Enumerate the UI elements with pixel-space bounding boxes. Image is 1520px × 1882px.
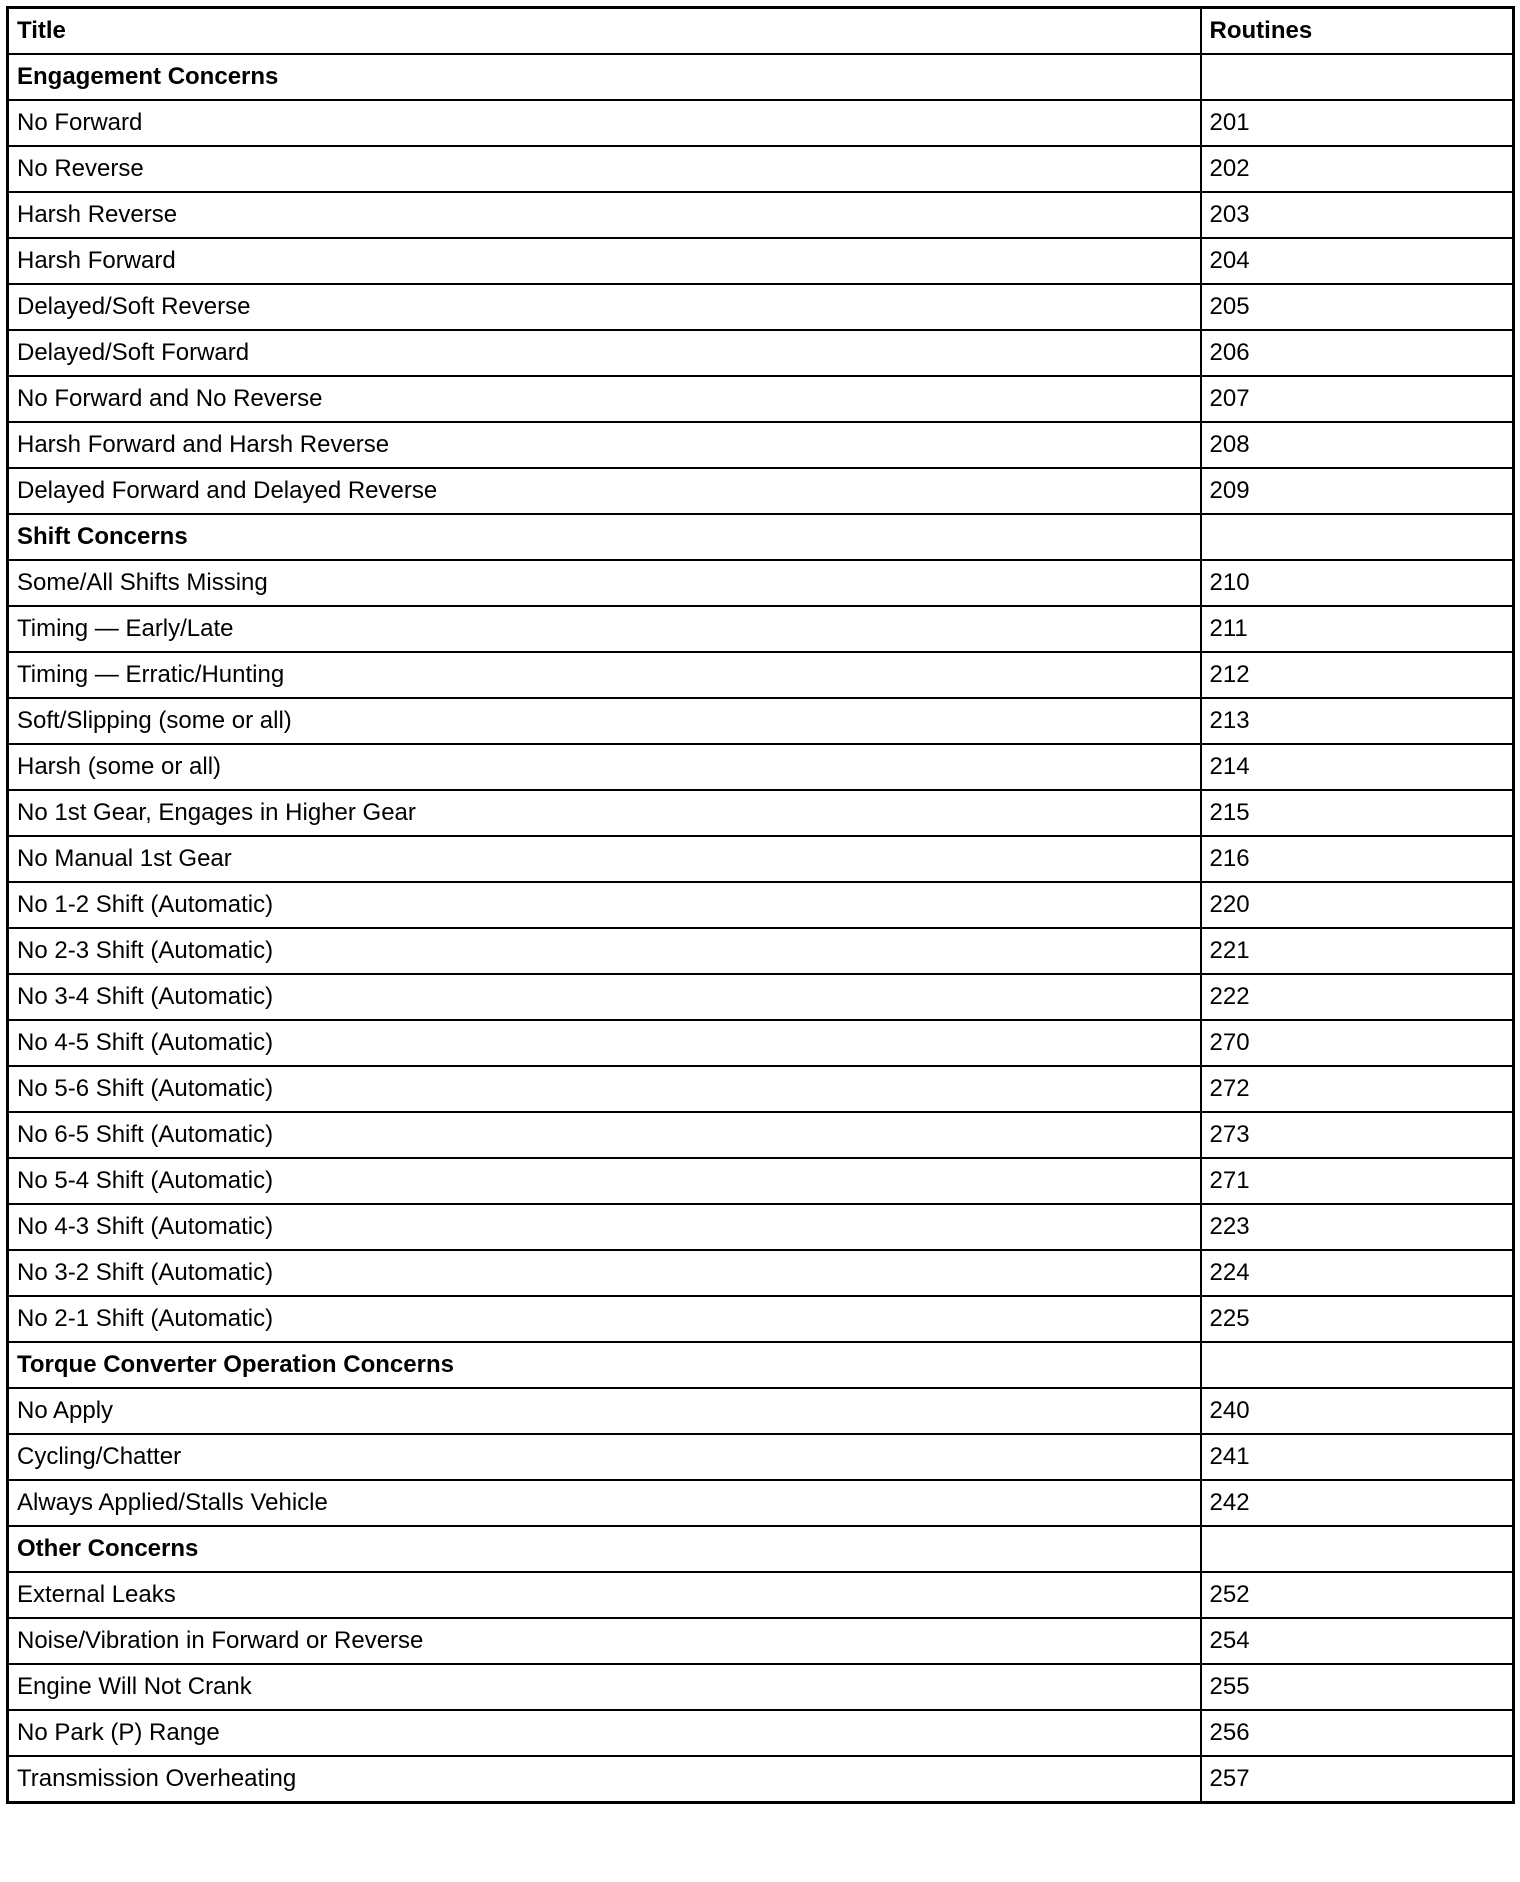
routine-number: 254: [1201, 1618, 1514, 1664]
table-row: [8, 1112, 1514, 1158]
section-title: Shift Concerns: [8, 514, 1201, 560]
concern-title: No 6-5 Shift (Automatic): [8, 1112, 1201, 1158]
routine-number: 205: [1201, 284, 1514, 330]
concern-title: Some/All Shifts Missing: [8, 560, 1201, 606]
routine-number: 256: [1201, 1710, 1514, 1756]
section-title: Other Concerns: [8, 1526, 1201, 1572]
table-row: [8, 1158, 1514, 1204]
routine-number: 221: [1201, 928, 1514, 974]
concern-title: Transmission Overheating: [8, 1756, 1201, 1803]
concern-title: No 3-4 Shift (Automatic): [8, 974, 1201, 1020]
table-row: [8, 882, 1514, 928]
table-row: [8, 376, 1514, 422]
table-row: [8, 1480, 1514, 1526]
table-row: [8, 1664, 1514, 1710]
concern-title: Harsh Forward: [8, 238, 1201, 284]
routine-number: 207: [1201, 376, 1514, 422]
routine-number: 255: [1201, 1664, 1514, 1710]
routine-number: 224: [1201, 1250, 1514, 1296]
concern-title: No Forward: [8, 100, 1201, 146]
concern-title: Delayed/Soft Forward: [8, 330, 1201, 376]
concern-title: Timing — Early/Late: [8, 606, 1201, 652]
routine-number: [1201, 54, 1514, 100]
table-row: [8, 698, 1514, 744]
routine-number: 214: [1201, 744, 1514, 790]
concern-title: No 4-5 Shift (Automatic): [8, 1020, 1201, 1066]
concern-title: Harsh Reverse: [8, 192, 1201, 238]
table-row: [8, 974, 1514, 1020]
section-header-row: [8, 514, 1514, 560]
routines-table: [6, 6, 1515, 1804]
routine-number: 242: [1201, 1480, 1514, 1526]
concern-title: No Forward and No Reverse: [8, 376, 1201, 422]
routine-number: 257: [1201, 1756, 1514, 1803]
concern-title: No 1st Gear, Engages in Higher Gear: [8, 790, 1201, 836]
routine-number: [1201, 514, 1514, 560]
concern-title: Engine Will Not Crank: [8, 1664, 1201, 1710]
table-row: [8, 238, 1514, 284]
table-row: [8, 1066, 1514, 1112]
section-header-row: [8, 1526, 1514, 1572]
routine-number: 202: [1201, 146, 1514, 192]
table-row: [8, 330, 1514, 376]
routine-number: 209: [1201, 468, 1514, 514]
concern-title: Delayed Forward and Delayed Reverse: [8, 468, 1201, 514]
routine-number: 223: [1201, 1204, 1514, 1250]
routine-number: 241: [1201, 1434, 1514, 1480]
table-row: [8, 1020, 1514, 1066]
routine-number: 212: [1201, 652, 1514, 698]
section-header-row: [8, 54, 1514, 100]
table-row: [8, 284, 1514, 330]
routine-number: 203: [1201, 192, 1514, 238]
routine-number: 208: [1201, 422, 1514, 468]
table-row: [8, 560, 1514, 606]
table-row: [8, 422, 1514, 468]
concern-title: External Leaks: [8, 1572, 1201, 1618]
section-title: Engagement Concerns: [8, 54, 1201, 100]
routine-number: 271: [1201, 1158, 1514, 1204]
concern-title: No Reverse: [8, 146, 1201, 192]
concern-title: No Manual 1st Gear: [8, 836, 1201, 882]
concern-title: No 2-1 Shift (Automatic): [8, 1296, 1201, 1342]
routine-number: 252: [1201, 1572, 1514, 1618]
table-row: [8, 606, 1514, 652]
concern-title: No 5-6 Shift (Automatic): [8, 1066, 1201, 1112]
concern-title: Soft/Slipping (some or all): [8, 698, 1201, 744]
table-row: [8, 192, 1514, 238]
concern-title: Cycling/Chatter: [8, 1434, 1201, 1480]
table-row: [8, 1204, 1514, 1250]
routine-number: 215: [1201, 790, 1514, 836]
routine-number: 220: [1201, 882, 1514, 928]
table-row: [8, 468, 1514, 514]
concern-title: No 5-4 Shift (Automatic): [8, 1158, 1201, 1204]
concern-title: No Park (P) Range: [8, 1710, 1201, 1756]
table-row: [8, 1388, 1514, 1434]
concern-title: Noise/Vibration in Forward or Reverse: [8, 1618, 1201, 1664]
routine-number: 204: [1201, 238, 1514, 284]
table-row: [8, 1250, 1514, 1296]
routine-number: 210: [1201, 560, 1514, 606]
table-row: [8, 652, 1514, 698]
concern-title: No 2-3 Shift (Automatic): [8, 928, 1201, 974]
concern-title: No Apply: [8, 1388, 1201, 1434]
routine-number: 222: [1201, 974, 1514, 1020]
concern-title: Delayed/Soft Reverse: [8, 284, 1201, 330]
table-row: [8, 100, 1514, 146]
column-header-routines: Routines: [1201, 8, 1514, 55]
table-header: [8, 8, 1514, 55]
column-header-title: Title: [8, 8, 1201, 55]
routine-number: 211: [1201, 606, 1514, 652]
routine-number: [1201, 1342, 1514, 1388]
routine-number: 240: [1201, 1388, 1514, 1434]
table-row: [8, 1572, 1514, 1618]
routine-number: 206: [1201, 330, 1514, 376]
table-row: [8, 1710, 1514, 1756]
routine-number: 270: [1201, 1020, 1514, 1066]
concern-title: Harsh Forward and Harsh Reverse: [8, 422, 1201, 468]
routine-number: 201: [1201, 100, 1514, 146]
concern-title: No 1-2 Shift (Automatic): [8, 882, 1201, 928]
table-row: [8, 146, 1514, 192]
table-row: [8, 1756, 1514, 1803]
concern-title: Always Applied/Stalls Vehicle: [8, 1480, 1201, 1526]
section-header-row: [8, 1342, 1514, 1388]
routine-number: 273: [1201, 1112, 1514, 1158]
table-row: [8, 928, 1514, 974]
routine-number: 225: [1201, 1296, 1514, 1342]
concern-title: Harsh (some or all): [8, 744, 1201, 790]
routine-number: 216: [1201, 836, 1514, 882]
section-title: Torque Converter Operation Concerns: [8, 1342, 1201, 1388]
table-row: [8, 790, 1514, 836]
concern-title: Timing — Erratic/Hunting: [8, 652, 1201, 698]
routine-number: 213: [1201, 698, 1514, 744]
header-row: [8, 8, 1514, 55]
table-row: [8, 836, 1514, 882]
table-row: [8, 1618, 1514, 1664]
table-row: [8, 744, 1514, 790]
routine-number: 272: [1201, 1066, 1514, 1112]
concern-title: No 4-3 Shift (Automatic): [8, 1204, 1201, 1250]
concern-title: No 3-2 Shift (Automatic): [8, 1250, 1201, 1296]
table-row: [8, 1434, 1514, 1480]
routine-number: [1201, 1526, 1514, 1572]
table-row: [8, 1296, 1514, 1342]
table-body: [8, 54, 1514, 1803]
